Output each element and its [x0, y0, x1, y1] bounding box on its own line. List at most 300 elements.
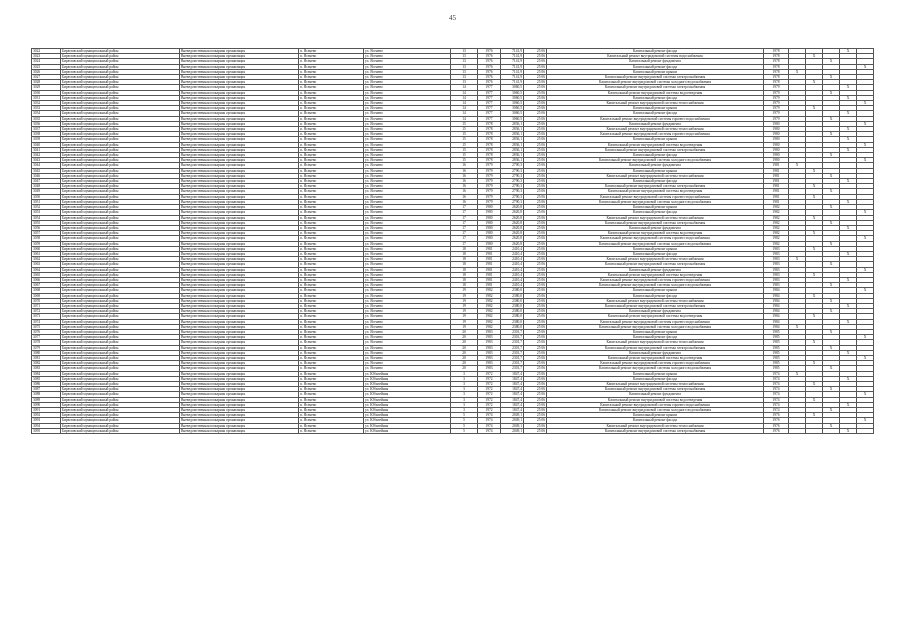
area-cell: 2836,1 — [501, 142, 524, 147]
area-cell: 2410,4 — [501, 251, 524, 256]
settlement-cell: п. Ясенево — [299, 231, 364, 236]
row-number-cell: 3063 — [32, 262, 61, 267]
build-year-cell: 1972 — [478, 387, 501, 392]
work-type-cell: Капитальный ремонт крыши — [547, 69, 764, 74]
area-cell: 1847,4 — [501, 408, 524, 413]
work-type-cell: Капитальный ремонт фундамента — [547, 309, 764, 314]
build-year-cell: 1972 — [478, 392, 501, 397]
district-cell: Бирюзовский муниципальный район — [61, 199, 180, 204]
organization-cell: Вневедомственная пожарная организация — [180, 402, 299, 407]
code-cell: 25 06 — [524, 111, 547, 116]
code-cell: 25 06 — [524, 293, 547, 298]
plan-year-cell: 1978 — [764, 75, 789, 80]
district-cell: Бирюзовский муниципальный район — [61, 85, 180, 90]
build-year-cell: 1974 — [478, 413, 501, 418]
organization-cell: Вневедомственная пожарная организация — [180, 147, 299, 152]
plan-year-cell: 1984 — [764, 293, 789, 298]
code-cell: 25 06 — [524, 423, 547, 428]
row-number-cell: 3023 — [32, 54, 61, 59]
street-cell: ул. Ясенево — [364, 90, 451, 95]
district-cell: Бирюзовский муниципальный район — [61, 267, 180, 272]
row-number-cell: 3037 — [32, 127, 61, 132]
work-type-cell: Капитальный ремонт фасада — [547, 210, 764, 215]
house-number-cell: 3 — [451, 387, 478, 392]
code-cell: 25 06 — [524, 85, 547, 90]
build-year-cell: 1980 — [478, 215, 501, 220]
row-number-cell: 3064 — [32, 267, 61, 272]
plan-year-cell: 1974 — [764, 382, 789, 387]
plan-year-cell: 1980 — [764, 127, 789, 132]
house-number-cell: 20 — [451, 340, 478, 345]
settlement-cell: п. Ясенево — [299, 324, 364, 329]
plan-year-cell: 1984 — [764, 319, 789, 324]
build-year-cell: 1978 — [478, 142, 501, 147]
house-number-cell: 17 — [451, 210, 478, 215]
plan-year-cell: 1982 — [764, 231, 789, 236]
settlement-cell: п. Ясенево — [299, 142, 364, 147]
mark-cell: X — [840, 428, 857, 433]
organization-cell: Вневедомственная пожарная организация — [180, 288, 299, 293]
work-type-cell: Капитальный ремонт крыши — [547, 413, 764, 418]
code-cell: 25 06 — [524, 184, 547, 189]
settlement-cell: п. Ясенево — [299, 168, 364, 173]
work-type-cell: Капитальный ремонт внутридомовой системы электроснабжения — [547, 220, 764, 225]
settlement-cell: п. Ясенево — [299, 137, 364, 142]
house-number-cell: 16 — [451, 179, 478, 184]
code-cell: 25 06 — [524, 340, 547, 345]
work-type-cell: Капитальный ремонт фундамента — [547, 267, 764, 272]
work-type-cell: Капитальный ремонт внутридомовой системы водоотведения — [547, 231, 764, 236]
plan-year-cell: 1974 — [764, 392, 789, 397]
code-cell: 25 06 — [524, 283, 547, 288]
area-cell: 2836,1 — [501, 158, 524, 163]
work-type-cell: Капитальный ремонт внутридомовой системы горячего водоснабжения — [547, 402, 764, 407]
settlement-cell: п. Ясенево — [299, 355, 364, 360]
code-cell: 25 06 — [524, 173, 547, 178]
house-number-cell: 17 — [451, 220, 478, 225]
mark-cell: X — [840, 95, 857, 100]
organization-cell: Вневедомственная пожарная организация — [180, 116, 299, 121]
build-year-cell: 1974 — [478, 423, 501, 428]
plan-year-cell: 1976 — [764, 423, 789, 428]
street-cell: ул. Ясенево — [364, 329, 451, 334]
row-number-cell: 3047 — [32, 179, 61, 184]
build-year-cell: 1980 — [478, 231, 501, 236]
street-cell: ул. Ясенево — [364, 127, 451, 132]
street-cell: ул. Ясенево — [364, 283, 451, 288]
area-cell: 2836,1 — [501, 132, 524, 137]
work-type-cell: Капитальный ремонт фасада — [547, 95, 764, 100]
build-year-cell: 1983 — [478, 340, 501, 345]
code-cell: 25 06 — [524, 90, 547, 95]
house-number-cell: 19 — [451, 319, 478, 324]
code-cell: 25 06 — [524, 376, 547, 381]
district-cell: Бирюзовский муниципальный район — [61, 158, 180, 163]
code-cell: 25 06 — [524, 428, 547, 433]
area-cell: 1847,4 — [501, 392, 524, 397]
mark-cell: X — [857, 158, 874, 163]
organization-cell: Вневедомственная пожарная организация — [180, 220, 299, 225]
row-number-cell: 3038 — [32, 132, 61, 137]
street-cell: ул. Ясенево — [364, 121, 451, 126]
build-year-cell: 1983 — [478, 350, 501, 355]
house-number-cell: 3 — [451, 392, 478, 397]
plan-year-cell: 1980 — [764, 153, 789, 158]
street-cell: ул. Ясенево — [364, 95, 451, 100]
settlement-cell: п. Ясенево — [299, 376, 364, 381]
area-cell: 2620,8 — [501, 241, 524, 246]
street-cell: ул. Ясенево — [364, 366, 451, 371]
area-cell: 2620,8 — [501, 220, 524, 225]
plan-year-cell: 1974 — [764, 376, 789, 381]
house-number-cell: 18 — [451, 262, 478, 267]
district-cell: Бирюзовский муниципальный район — [61, 350, 180, 355]
area-cell: 2049,1 — [501, 418, 524, 423]
row-number-cell: 3068 — [32, 288, 61, 293]
house-number-cell: 17 — [451, 225, 478, 230]
area-cell: 2410,4 — [501, 246, 524, 251]
build-year-cell: 1980 — [478, 236, 501, 241]
settlement-cell: п. Ясенево — [299, 241, 364, 246]
area-cell: 2836,1 — [501, 137, 524, 142]
area-cell: 2301,7 — [501, 335, 524, 340]
organization-cell: Вневедомственная пожарная организация — [180, 392, 299, 397]
settlement-cell: п. Ясенево — [299, 277, 364, 282]
house-number-cell: 18 — [451, 272, 478, 277]
code-cell: 25 06 — [524, 335, 547, 340]
settlement-cell: п. Ясенево — [299, 49, 364, 54]
house-number-cell: 17 — [451, 241, 478, 246]
house-number-cell: 15 — [451, 127, 478, 132]
area-cell: 2380,0 — [501, 303, 524, 308]
mark-cell: X — [806, 231, 823, 236]
work-type-cell: Капитальный ремонт фундамента — [547, 59, 764, 64]
area-cell: 2620,8 — [501, 205, 524, 210]
mark-cell: X — [857, 121, 874, 126]
district-cell: Бирюзовский муниципальный район — [61, 64, 180, 69]
work-type-cell: Капитальный ремонт внутридомовой системы теплоснабжения — [547, 382, 764, 387]
house-number-cell: 3 — [451, 382, 478, 387]
code-cell: 25 06 — [524, 75, 547, 80]
organization-cell: Вневедомственная пожарная организация — [180, 163, 299, 168]
district-cell: Бирюзовский муниципальный район — [61, 423, 180, 428]
work-type-cell: Капитальный ремонт внутридомовой системы электроснабжения — [547, 387, 764, 392]
work-type-cell: Капитальный ремонт фасада — [547, 111, 764, 116]
house-number-cell: 5 — [451, 413, 478, 418]
settlement-cell: п. Ясенево — [299, 272, 364, 277]
row-number-cell: 3065 — [32, 272, 61, 277]
plan-year-cell: 1984 — [764, 324, 789, 329]
area-cell: 3060,5 — [501, 85, 524, 90]
plan-year-cell: 1978 — [764, 80, 789, 85]
area-cell: 3060,5 — [501, 111, 524, 116]
code-cell: 25 06 — [524, 127, 547, 132]
mark-cell: X — [823, 309, 840, 314]
plan-year-cell: 1978 — [764, 64, 789, 69]
mark-cell: X — [789, 69, 806, 74]
mark-cell: X — [806, 272, 823, 277]
code-cell: 25 06 — [524, 121, 547, 126]
build-year-cell: 1977 — [478, 116, 501, 121]
house-number-cell: 20 — [451, 366, 478, 371]
organization-cell: Вневедомственная пожарная организация — [180, 309, 299, 314]
house-number-cell: 13 — [451, 49, 478, 54]
mark-cell: X — [840, 137, 857, 142]
build-year-cell: 1979 — [478, 173, 501, 178]
code-cell: 25 06 — [524, 392, 547, 397]
organization-cell: Вневедомственная пожарная организация — [180, 397, 299, 402]
plan-year-cell: 1974 — [764, 371, 789, 376]
work-type-cell: Капитальный ремонт крыши — [547, 246, 764, 251]
build-year-cell: 1978 — [478, 147, 501, 152]
code-cell: 25 06 — [524, 298, 547, 303]
settlement-cell: п. Ясенево — [299, 163, 364, 168]
area-cell: 2301,7 — [501, 340, 524, 345]
work-type-cell: Капитальный ремонт внутридомовой системы горячего водоснабжения — [547, 116, 764, 121]
mark-cell: X — [823, 90, 840, 95]
organization-cell: Вневедомственная пожарная организация — [180, 355, 299, 360]
work-type-cell: Капитальный ремонт внутридомовой системы водоотведения — [547, 355, 764, 360]
mark-cell: X — [857, 392, 874, 397]
row-number-cell: 3061 — [32, 251, 61, 256]
work-type-cell: Капитальный ремонт внутридомовой системы горячего водоснабжения — [547, 361, 764, 366]
street-cell: ул. Юбилейная — [364, 382, 451, 387]
plan-year-cell: 1980 — [764, 132, 789, 137]
code-cell: 25 06 — [524, 319, 547, 324]
mark-cell: X — [823, 173, 840, 178]
plan-year-cell: 1979 — [764, 106, 789, 111]
row-number-cell: 3035 — [32, 116, 61, 121]
code-cell: 25 06 — [524, 355, 547, 360]
row-number-cell: 3036 — [32, 121, 61, 126]
build-year-cell: 1977 — [478, 95, 501, 100]
street-cell: ул. Ясенево — [364, 173, 451, 178]
house-number-cell: 20 — [451, 355, 478, 360]
organization-cell: Вневедомственная пожарная организация — [180, 272, 299, 277]
plan-year-cell: 1980 — [764, 137, 789, 142]
mark-cell: X — [806, 215, 823, 220]
row-number-cell: 3074 — [32, 319, 61, 324]
build-year-cell: 1982 — [478, 319, 501, 324]
work-type-cell: Капитальный ремонт внутридомовой системы электроснабжения — [547, 303, 764, 308]
build-year-cell: 1974 — [478, 428, 501, 433]
organization-cell: Вневедомственная пожарная организация — [180, 189, 299, 194]
plan-year-cell: 1984 — [764, 288, 789, 293]
organization-cell: Вневедомственная пожарная организация — [180, 90, 299, 95]
plan-year-cell: 1981 — [764, 184, 789, 189]
settlement-cell: п. Ясенево — [299, 184, 364, 189]
plan-year-cell: 1985 — [764, 355, 789, 360]
mark-cell: X — [823, 262, 840, 267]
build-year-cell: 1983 — [478, 366, 501, 371]
plan-year-cell: 1979 — [764, 116, 789, 121]
work-type-cell: Капитальный ремонт внутридомовой системы теплоснабжения — [547, 298, 764, 303]
work-type-cell: Капитальный ремонт внутридомовой системы водоотведения — [547, 272, 764, 277]
district-cell: Бирюзовский муниципальный район — [61, 413, 180, 418]
row-number-cell: 3067 — [32, 283, 61, 288]
build-year-cell: 1982 — [478, 314, 501, 319]
settlement-cell: п. Ясенево — [299, 246, 364, 251]
area-cell: 2301,7 — [501, 355, 524, 360]
street-cell: ул. Ясенево — [364, 277, 451, 282]
area-cell: 2790,3 — [501, 168, 524, 173]
house-number-cell: 13 — [451, 80, 478, 85]
house-number-cell: 20 — [451, 329, 478, 334]
district-cell: Бирюзовский муниципальный район — [61, 59, 180, 64]
district-cell: Бирюзовский муниципальный район — [61, 402, 180, 407]
mark-cell: X — [840, 49, 857, 54]
organization-cell: Вневедомственная пожарная организация — [180, 251, 299, 256]
mark-cell — [806, 428, 823, 433]
settlement-cell: п. Ясенево — [299, 392, 364, 397]
plan-year-cell: 1981 — [764, 199, 789, 204]
build-year-cell: 1976 — [478, 69, 501, 74]
plan-year-cell: 1981 — [764, 168, 789, 173]
row-number-cell: 3059 — [32, 241, 61, 246]
code-cell: 25 06 — [524, 59, 547, 64]
settlement-cell: п. Ясенево — [299, 251, 364, 256]
street-cell: ул. Ясенево — [364, 293, 451, 298]
district-cell: Бирюзовский муниципальный район — [61, 168, 180, 173]
mark-cell: X — [857, 418, 874, 423]
mark-cell: X — [823, 205, 840, 210]
work-type-cell: Капитальный ремонт внутридомовой системы холодного водоснабжения — [547, 324, 764, 329]
organization-cell: Вневедомственная пожарная организация — [180, 158, 299, 163]
settlement-cell: п. Ясенево — [299, 147, 364, 152]
district-cell: Бирюзовский муниципальный район — [61, 121, 180, 126]
plan-year-cell: 1982 — [764, 241, 789, 246]
mark-cell: X — [806, 293, 823, 298]
code-cell: 25 06 — [524, 246, 547, 251]
area-cell: 3060,5 — [501, 90, 524, 95]
house-number-cell: 13 — [451, 75, 478, 80]
area-cell: 2790,3 — [501, 163, 524, 168]
work-type-cell: Капитальный ремонт крыши — [547, 137, 764, 142]
district-cell: Бирюзовский муниципальный район — [61, 225, 180, 230]
work-type-cell: Капитальный ремонт внутридомовой системы горячего водоснабжения — [547, 236, 764, 241]
row-number-cell: 3027 — [32, 75, 61, 80]
code-cell: 25 06 — [524, 205, 547, 210]
row-number-cell: 3073 — [32, 314, 61, 319]
settlement-cell: п. Ясенево — [299, 366, 364, 371]
street-cell: ул. Ясенево — [364, 324, 451, 329]
district-cell: Бирюзовский муниципальный район — [61, 387, 180, 392]
work-type-cell: Капитальный ремонт внутридомовой системы водоснабжения — [547, 54, 764, 59]
street-cell: ул. Ясенево — [364, 220, 451, 225]
organization-cell: Вневедомственная пожарная организация — [180, 329, 299, 334]
house-number-cell: 18 — [451, 251, 478, 256]
area-cell: 1847,4 — [501, 371, 524, 376]
settlement-cell: п. Ясенево — [299, 397, 364, 402]
mark-cell: X — [857, 267, 874, 272]
mark-cell: X — [789, 257, 806, 262]
settlement-cell: п. Ясенево — [299, 106, 364, 111]
area-cell: 7141,9 — [501, 75, 524, 80]
code-cell: 25 06 — [524, 101, 547, 106]
house-number-cell: 18 — [451, 267, 478, 272]
district-cell: Бирюзовский муниципальный район — [61, 283, 180, 288]
area-cell: 1847,4 — [501, 397, 524, 402]
mark-cell: X — [840, 225, 857, 230]
code-cell: 25 06 — [524, 220, 547, 225]
organization-cell: Вневедомственная пожарная организация — [180, 95, 299, 100]
plan-year-cell: 1978 — [764, 69, 789, 74]
row-number-cell: 3055 — [32, 220, 61, 225]
district-cell: Бирюзовский муниципальный район — [61, 90, 180, 95]
area-cell: 3060,5 — [501, 116, 524, 121]
plan-year-cell: 1980 — [764, 147, 789, 152]
mark-cell: X — [840, 85, 857, 90]
mark-cell: X — [823, 345, 840, 350]
district-cell: Бирюзовский муниципальный район — [61, 95, 180, 100]
code-cell: 25 06 — [524, 408, 547, 413]
organization-cell: Вневедомственная пожарная организация — [180, 371, 299, 376]
house-number-cell: 16 — [451, 194, 478, 199]
row-number-cell: 3076 — [32, 329, 61, 334]
work-type-cell: Капитальный ремонт внутридомовой системы горячего водоснабжения — [547, 132, 764, 137]
street-cell: ул. Ясенево — [364, 215, 451, 220]
district-cell: Бирюзовский муниципальный район — [61, 189, 180, 194]
mark-cell: X — [823, 153, 840, 158]
settlement-cell: п. Ясенево — [299, 335, 364, 340]
work-type-cell: Капитальный ремонт фасада — [547, 335, 764, 340]
work-type-cell: Капитальный ремонт внутридомовой системы холодного водоснабжения — [547, 366, 764, 371]
street-cell: ул. Ясенево — [364, 225, 451, 230]
street-cell: ул. Ясенево — [364, 262, 451, 267]
street-cell: ул. Ясенево — [364, 288, 451, 293]
mark-cell: X — [789, 324, 806, 329]
settlement-cell: п. Ясенево — [299, 220, 364, 225]
district-cell: Бирюзовский муниципальный район — [61, 116, 180, 121]
code-cell: 25 06 — [524, 303, 547, 308]
row-number-cell: 3091 — [32, 408, 61, 413]
row-number-cell: 3024 — [32, 59, 61, 64]
build-year-cell: 1979 — [478, 179, 501, 184]
district-cell: Бирюзовский муниципальный район — [61, 262, 180, 267]
code-cell: 25 06 — [524, 329, 547, 334]
house-number-cell: 3 — [451, 408, 478, 413]
house-number-cell: 17 — [451, 236, 478, 241]
code-cell: 25 06 — [524, 54, 547, 59]
district-cell: Бирюзовский муниципальный район — [61, 215, 180, 220]
settlement-cell: п. Ясенево — [299, 54, 364, 59]
house-number-cell: 17 — [451, 205, 478, 210]
settlement-cell: п. Ясенево — [299, 225, 364, 230]
area-cell: 2301,7 — [501, 329, 524, 334]
district-cell: Бирюзовский муниципальный район — [61, 335, 180, 340]
mark-cell: X — [840, 111, 857, 116]
build-year-cell: 1982 — [478, 309, 501, 314]
plan-year-cell: 1984 — [764, 309, 789, 314]
area-cell: 2380,0 — [501, 288, 524, 293]
house-number-cell: 15 — [451, 121, 478, 126]
organization-cell: Вневедомственная пожарная организация — [180, 314, 299, 319]
organization-cell: Вневедомственная пожарная организация — [180, 262, 299, 267]
area-cell: 3060,5 — [501, 106, 524, 111]
organization-cell: Вневедомственная пожарная организация — [180, 423, 299, 428]
area-cell: 2620,8 — [501, 210, 524, 215]
street-cell: ул. Ясенево — [364, 85, 451, 90]
street-cell: ул. Ясенево — [364, 205, 451, 210]
plan-year-cell: 1983 — [764, 257, 789, 262]
house-number-cell: 15 — [451, 142, 478, 147]
mark-cell: X — [840, 350, 857, 355]
mark-cell — [857, 428, 874, 433]
code-cell: 25 06 — [524, 179, 547, 184]
settlement-cell: п. Ясенево — [299, 382, 364, 387]
district-cell: Бирюзовский муниципальный район — [61, 324, 180, 329]
build-year-cell: 1980 — [478, 205, 501, 210]
